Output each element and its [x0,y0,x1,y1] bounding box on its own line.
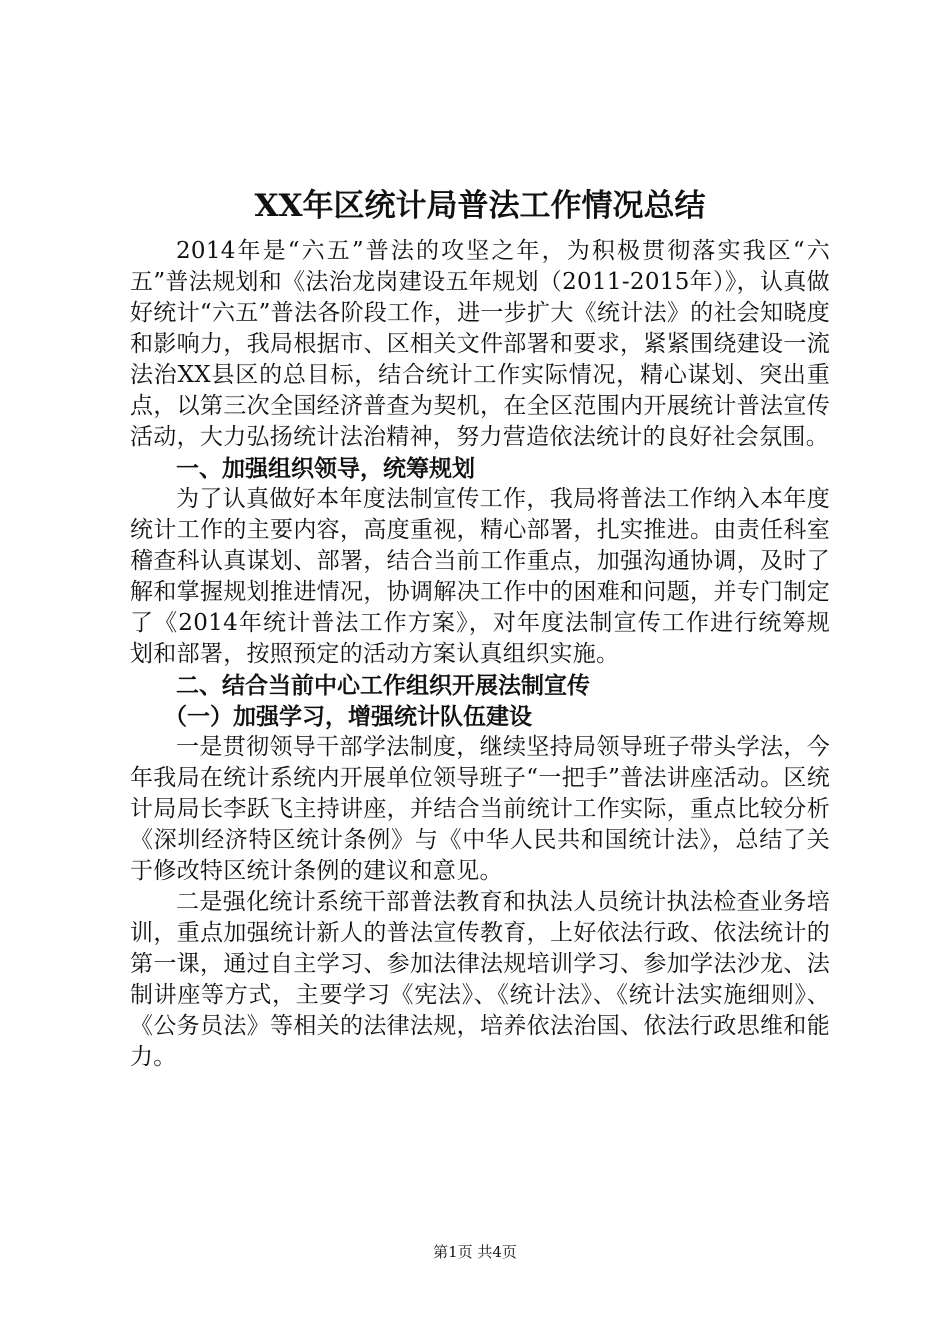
section-heading-1: 一、加强组织领导，统筹规划 [176,455,475,482]
subsection-1-paragraph-1: 一是贯彻领导干部学法制度，继续坚持局领导班子带头学法，今年我局在统计系统内开展单位领导班子“一把手”普法讲座活动。区统计局局长李跃飞主持讲座，并结合当前统计工作实际，重点比较分析《深圳经济特区统计条例》与《中华人民共和国统计法》，总结了关于修改特区统计条例的建议和意见。 [130,734,830,884]
subsection-1-paragraph-2: 二是强化统计系统干部普法教育和执法人员统计执法检查业务培训，重点加强统计新人的普法宣传教育，上好依法行政、依法统计的第一课，通过自主学习、参加法律法规培训学习、参加学法沙龙、法制讲座等方式，主要学习《宪法》、《统计法》、《统计法实施细则》、《公务员法》等相关的法律法规，培养依法治国、依法行政思维和能力。 [130,889,830,1070]
subsection-heading-1: （一）加强学习，增强统计队伍建设 [164,703,532,730]
section-1-paragraph: 为了认真做好本年度法制宣传工作，我局将普法工作纳入本年度统计工作的主要内容，高度重视，精心部署，扎实推进。由责任科室稽查科认真谋划、部署，结合当前工作重点，加强沟通协调，及时了解和掌握规划推进情况，协调解决工作中的困难和问题，并专门制定了《2014年统计普法工作方案》，对年度法制宣传工作进行统筹规划和部署，按照预定的活动方案认真组织实施。 [130,486,830,667]
intro-paragraph: 2014年是“六五”普法的攻坚之年，为积极贯彻落实我区“六五”普法规划和《法治龙岗建设五年规划（2011-2015年）》，认真做好统计“六五”普法各阶段工作，进一步扩大《统计法》的社会知晓度和影响力，我局根据市、区相关文件部署和要求，紧紧围绕建设一流法治XX县区的总目标，结合统计工作实际情况，精心谋划、突出重点，以第三次全国经济普查为契机，在全区范围内开展统计普法宣传活动，大力弘扬统计法治精神，努力营造依法统计的良好社会氛围。 [130,238,830,450]
document-title: XX年区统计局普法工作情况总结 [254,188,706,224]
section-heading-2: 二、结合当前中心工作组织开展法制宣传 [176,672,590,699]
document-body [130,180,830,1073]
page-footer: 第1页 共4页 [433,1243,517,1261]
